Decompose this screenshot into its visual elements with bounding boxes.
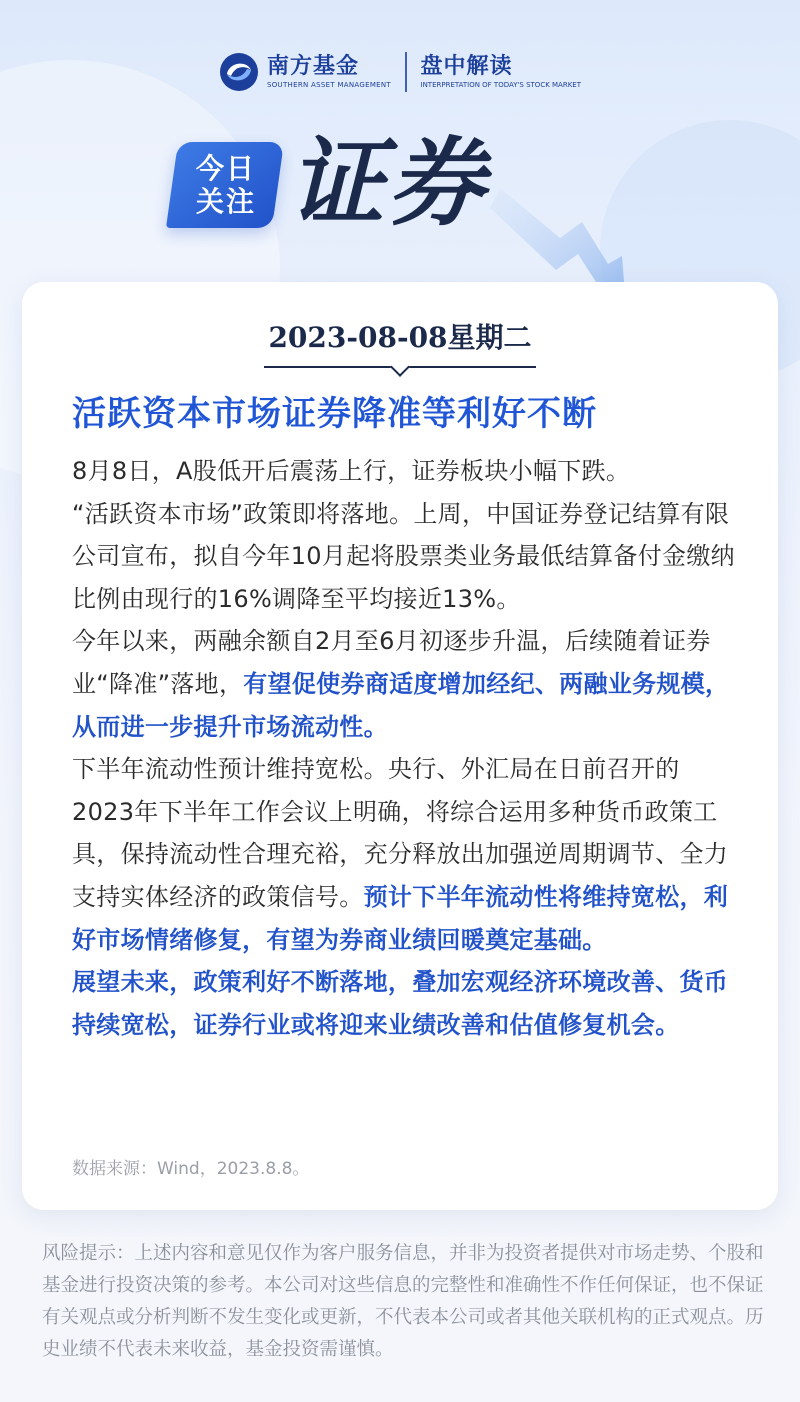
content-card bbox=[22, 282, 778, 1210]
hero-title bbox=[172, 127, 632, 268]
paragraph-5: 展望未来，政策利好不断落地，叠加宏观经济环境改善、货币持续宽松，证券行业或将迎来业绩改善和估值修复机会。 bbox=[72, 968, 729, 1039]
badge-line-2: 关注 bbox=[195, 185, 256, 218]
paragraph-3 bbox=[72, 620, 738, 748]
swirl-logo-icon bbox=[219, 52, 259, 92]
logo-divider bbox=[405, 52, 407, 92]
paragraph-3-text: 今年以来，两融余额自2月至6月初逐步升温，后续随着证券业“降准”落地， bbox=[72, 627, 711, 698]
brand-name-en: SOUTHERN ASSET MANAGEMENT bbox=[266, 80, 391, 89]
article-body bbox=[72, 450, 738, 1046]
logo-bar bbox=[0, 52, 800, 92]
column-name: 盘中解读 bbox=[420, 53, 513, 79]
today-focus-badge bbox=[166, 142, 284, 228]
date-wrap bbox=[22, 316, 778, 368]
brand-logo bbox=[219, 52, 391, 92]
paragraph-2: “活跃资本市场”政策即将落地。上周，中国证券登记结算有限公司宣布，拟自今年10月起将股票类业务最低结算备付金缴纳比例由现行的16%调降至平均接近13%。 bbox=[72, 499, 735, 613]
date-label bbox=[264, 316, 535, 368]
paragraph-1: 8月8日，A股低开后震荡上行，证券板块小幅下跌。 bbox=[72, 457, 631, 485]
brand-name: 南方基金 bbox=[266, 53, 359, 79]
paragraph-4 bbox=[72, 748, 738, 961]
paragraph-4-text: 下半年流动性预计维持宽松。央行、外汇局在日前召开的2023年下半年工作会议上明确，将综合运用多种货币政策工具，保持流动性合理充裕，充分释放出加强逆周期调节、全力支持实体经济的政策信号。 bbox=[72, 755, 729, 911]
date-text: 2023-08-08星期二 bbox=[268, 321, 532, 354]
date-notch bbox=[390, 357, 410, 377]
column-logo bbox=[420, 53, 582, 89]
paragraph-3-highlight: 有望促使券商适度增加经纪、两融业务规模，从而进一步提升市场流动性。 bbox=[72, 669, 730, 741]
hero-word: 证券 bbox=[288, 127, 488, 239]
paragraph-4-highlight: 预计下半年流动性将维持宽松，利好市场情绪修复，有望为券商业绩回暖奠定基础。 bbox=[72, 882, 729, 954]
data-source: 数据来源：Wind，2023.8.8。 bbox=[72, 1159, 310, 1179]
headline: 活跃资本市场证券降准等利好不断 bbox=[72, 394, 597, 434]
column-name-en: INTERPRETATION OF TODAY'S STOCK MARKET bbox=[420, 80, 582, 89]
risk-disclaimer: 风险提示：上述内容和意见仅作为客户服务信息，并非为投资者提供对市场走势、个股和基金进行投资决策的参考。本公司对这些信息的完整性和准确性不作任何保证，也不保证有关观点或分析判断不发生变化或更新，不代表本公司或者其他关联机构的正式观点。历史业绩不代表未来收益，基金投资需谨慎。 bbox=[42, 1243, 764, 1360]
badge-line-1: 今日 bbox=[195, 152, 256, 185]
